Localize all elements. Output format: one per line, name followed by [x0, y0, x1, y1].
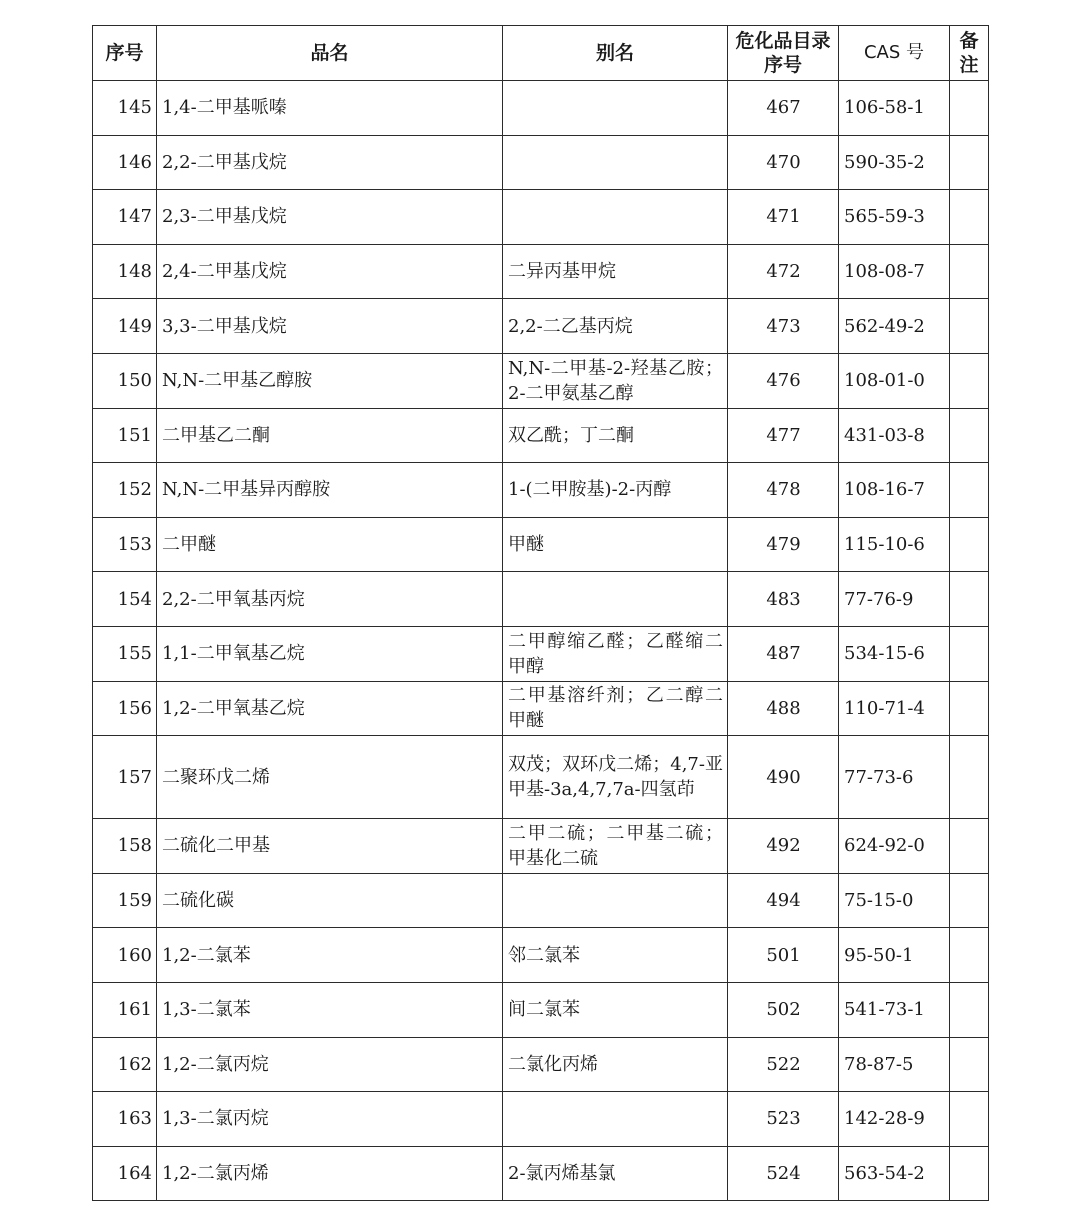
- seq-cell-text: 161: [117, 999, 152, 1021]
- cas-cell-text: 541-73-1: [844, 999, 925, 1021]
- alias-cell: [503, 928, 728, 983]
- remark-cell: [950, 408, 989, 463]
- seq-cell: [93, 982, 157, 1037]
- cas-cell: [839, 244, 950, 299]
- cas-cell-text: 115-10-6: [844, 534, 925, 556]
- catalog-no-cell-text: 524: [766, 1162, 801, 1184]
- alias-cell: [503, 1092, 728, 1147]
- cas-cell: [839, 1092, 950, 1147]
- cas-cell: [839, 819, 950, 874]
- seq-cell-text: 151: [117, 424, 152, 446]
- cas-cell-text: 108-16-7: [844, 479, 925, 501]
- catalog-no-cell: [728, 982, 839, 1037]
- remark-cell: [950, 1092, 989, 1147]
- seq-cell: [93, 819, 157, 874]
- remark-cell: [950, 681, 989, 736]
- table-row: [93, 572, 989, 627]
- name-cell-text: 1,2-二甲氧基乙烷: [162, 697, 305, 719]
- name-cell-text: 1,2-二氯丙烯: [162, 1162, 269, 1184]
- remark-cell: [950, 135, 989, 190]
- name-cell: [157, 736, 503, 819]
- seq-cell-text: 150: [117, 370, 152, 392]
- name-cell-text: 1,3-二氯丙烷: [162, 1108, 269, 1130]
- seq-cell: [93, 572, 157, 627]
- catalog-no-cell: [728, 572, 839, 627]
- name-cell: [157, 1146, 503, 1201]
- alias-cell: [503, 135, 728, 190]
- catalog-no-cell: [728, 626, 839, 681]
- cas-cell: [839, 572, 950, 627]
- alias-cell-text: 间二氯苯: [508, 999, 580, 1021]
- remark-cell: [950, 982, 989, 1037]
- seq-cell-text: 162: [117, 1053, 152, 1075]
- name-cell: [157, 982, 503, 1037]
- seq-cell-text: 159: [117, 890, 152, 912]
- header-seq: 序号: [93, 26, 157, 81]
- cas-cell-text: 110-71-4: [844, 697, 925, 719]
- alias-cell-text: 双茂；双环戊二烯；4,7-亚甲基-3a,4,7,7a-四氢茚: [508, 754, 723, 801]
- alias-cell-text: 邻二氯苯: [508, 944, 580, 966]
- catalog-no-cell-text: 467: [766, 97, 801, 119]
- catalog-no-cell: [728, 928, 839, 983]
- name-cell: [157, 353, 503, 408]
- table-row: [93, 190, 989, 245]
- cas-cell-text: 108-01-0: [844, 370, 925, 392]
- catalog-no-cell-text: 478: [766, 479, 801, 501]
- catalog-no-cell: [728, 681, 839, 736]
- remark-cell: [950, 1146, 989, 1201]
- table-row: [93, 517, 989, 572]
- name-cell: [157, 819, 503, 874]
- seq-cell: [93, 736, 157, 819]
- remark-cell: [950, 736, 989, 819]
- catalog-no-cell-text: 494: [766, 890, 801, 912]
- catalog-no-cell-text: 473: [766, 315, 801, 337]
- alias-cell-text: 2-氯丙烯基氯: [508, 1162, 616, 1184]
- name-cell: [157, 81, 503, 136]
- cas-cell: [839, 81, 950, 136]
- name-cell: [157, 463, 503, 518]
- catalog-no-cell: [728, 353, 839, 408]
- name-cell-text: N,N-二甲基乙醇胺: [162, 370, 313, 392]
- alias-cell: [503, 353, 728, 408]
- catalog-no-cell-text: 487: [766, 643, 801, 665]
- table-row: [93, 928, 989, 983]
- seq-cell: [93, 873, 157, 928]
- alias-cell: [503, 736, 728, 819]
- name-cell-text: 2,3-二甲基戊烷: [162, 206, 287, 228]
- alias-cell: [503, 1037, 728, 1092]
- table-row: [93, 982, 989, 1037]
- remark-cell: [950, 819, 989, 874]
- alias-cell: [503, 408, 728, 463]
- seq-cell: [93, 1092, 157, 1147]
- catalog-no-cell-text: 488: [766, 697, 801, 719]
- seq-cell: [93, 928, 157, 983]
- cas-cell: [839, 928, 950, 983]
- name-cell: [157, 299, 503, 354]
- name-cell-text: 1,1-二甲氧基乙烷: [162, 643, 305, 665]
- remark-cell: [950, 353, 989, 408]
- seq-cell-text: 149: [117, 315, 152, 337]
- seq-cell: [93, 299, 157, 354]
- name-cell-text: 1,3-二氯苯: [162, 999, 251, 1021]
- seq-cell: [93, 81, 157, 136]
- name-cell: [157, 1092, 503, 1147]
- cas-cell: [839, 190, 950, 245]
- name-cell: [157, 1037, 503, 1092]
- table-row: [93, 408, 989, 463]
- table-row: [93, 873, 989, 928]
- alias-cell: [503, 819, 728, 874]
- seq-cell-text: 158: [117, 835, 152, 857]
- cas-cell: [839, 873, 950, 928]
- alias-cell: [503, 517, 728, 572]
- header-remark: 备注: [950, 26, 989, 81]
- header-name: 品名: [157, 26, 503, 81]
- name-cell: [157, 626, 503, 681]
- seq-cell: [93, 408, 157, 463]
- name-cell: [157, 244, 503, 299]
- seq-cell-text: 154: [117, 588, 152, 610]
- name-cell-text: 2,2-二甲氧基丙烷: [162, 588, 305, 610]
- alias-cell: [503, 982, 728, 1037]
- name-cell: [157, 190, 503, 245]
- remark-cell: [950, 81, 989, 136]
- table-row: [93, 626, 989, 681]
- remark-cell: [950, 572, 989, 627]
- seq-cell: [93, 517, 157, 572]
- catalog-no-cell: [728, 736, 839, 819]
- alias-cell-text: 二甲醇缩乙醛；乙醛缩二甲醇: [508, 630, 723, 677]
- catalog-no-cell: [728, 135, 839, 190]
- catalog-no-cell-text: 523: [766, 1108, 801, 1130]
- remark-cell: [950, 517, 989, 572]
- cas-cell: [839, 626, 950, 681]
- seq-cell-text: 155: [117, 643, 152, 665]
- alias-cell: [503, 572, 728, 627]
- remark-cell: [950, 299, 989, 354]
- seq-cell: [93, 1037, 157, 1092]
- cas-cell-text: 142-28-9: [844, 1108, 925, 1130]
- name-cell-text: 二硫化碳: [162, 890, 234, 912]
- remark-cell: [950, 873, 989, 928]
- header-alias: 别名: [503, 26, 728, 81]
- table-header: [93, 26, 989, 81]
- catalog-no-cell-text: 483: [766, 588, 801, 610]
- catalog-no-cell-text: 490: [766, 766, 801, 788]
- table-row: [93, 819, 989, 874]
- name-cell-text: N,N-二甲基异丙醇胺: [162, 479, 331, 501]
- cas-cell-text: 106-58-1: [844, 97, 925, 119]
- name-cell-text: 1,2-二氯丙烷: [162, 1053, 269, 1075]
- alias-cell: [503, 190, 728, 245]
- catalog-no-cell: [728, 1092, 839, 1147]
- remark-cell: [950, 244, 989, 299]
- name-cell-text: 1,4-二甲基哌嗪: [162, 97, 287, 119]
- table-row: [93, 736, 989, 819]
- catalog-no-cell-text: 479: [766, 534, 801, 556]
- catalog-no-cell: [728, 408, 839, 463]
- seq-cell: [93, 681, 157, 736]
- catalog-no-cell-text: 476: [766, 370, 801, 392]
- catalog-no-cell: [728, 190, 839, 245]
- catalog-no-cell: [728, 463, 839, 518]
- catalog-no-cell-text: 501: [766, 944, 801, 966]
- table-row: [93, 353, 989, 408]
- alias-cell-text: 甲醚: [508, 534, 544, 556]
- cas-cell: [839, 463, 950, 518]
- catalog-no-cell: [728, 873, 839, 928]
- seq-cell-text: 146: [117, 151, 152, 173]
- catalog-no-cell: [728, 81, 839, 136]
- name-cell-text: 二甲基乙二酮: [162, 424, 270, 446]
- remark-cell: [950, 1037, 989, 1092]
- cas-cell-text: 78-87-5: [844, 1053, 914, 1075]
- seq-cell-text: 148: [117, 261, 152, 283]
- cas-cell-text: 77-76-9: [844, 588, 914, 610]
- cas-cell-text: 565-59-3: [844, 206, 925, 228]
- alias-cell: [503, 873, 728, 928]
- seq-cell-text: 164: [117, 1162, 152, 1184]
- catalog-no-cell-text: 470: [766, 151, 801, 173]
- name-cell-text: 二聚环戊二烯: [162, 766, 270, 788]
- alias-cell-text: 二甲基溶纤剂；乙二醇二甲醚: [508, 685, 723, 732]
- alias-cell: [503, 626, 728, 681]
- alias-cell: [503, 299, 728, 354]
- table-row: [93, 681, 989, 736]
- alias-cell-text: 1-(二甲胺基)-2-丙醇: [508, 479, 672, 501]
- alias-cell: [503, 1146, 728, 1201]
- catalog-no-cell: [728, 1146, 839, 1201]
- seq-cell: [93, 626, 157, 681]
- remark-cell: [950, 928, 989, 983]
- cas-cell: [839, 353, 950, 408]
- name-cell: [157, 408, 503, 463]
- name-cell-text: 3,3-二甲基戊烷: [162, 315, 287, 337]
- catalog-no-cell: [728, 244, 839, 299]
- table-row: [93, 299, 989, 354]
- seq-cell-text: 157: [117, 766, 152, 788]
- cas-cell: [839, 135, 950, 190]
- catalog-no-cell: [728, 517, 839, 572]
- alias-cell-text: 二异丙基甲烷: [508, 261, 616, 283]
- name-cell: [157, 572, 503, 627]
- seq-cell: [93, 135, 157, 190]
- cas-cell-text: 431-03-8: [844, 424, 925, 446]
- seq-cell: [93, 353, 157, 408]
- table-row: [93, 1092, 989, 1147]
- catalog-no-cell-text: 471: [766, 206, 801, 228]
- catalog-no-cell-text: 477: [766, 424, 801, 446]
- seq-cell: [93, 244, 157, 299]
- catalog-no-cell: [728, 819, 839, 874]
- table-row: [93, 1146, 989, 1201]
- cas-cell-text: 108-08-7: [844, 261, 925, 283]
- cas-cell-text: 77-73-6: [844, 766, 914, 788]
- header-row: [93, 26, 989, 81]
- name-cell-text: 2,4-二甲基戊烷: [162, 261, 287, 283]
- cas-cell: [839, 681, 950, 736]
- alias-cell-text: 二氯化丙烯: [508, 1053, 598, 1075]
- name-cell: [157, 873, 503, 928]
- remark-cell: [950, 190, 989, 245]
- catalog-no-cell-text: 502: [766, 999, 801, 1021]
- catalog-no-cell-text: 522: [766, 1053, 801, 1075]
- alias-cell: [503, 681, 728, 736]
- header-cas: CAS 号: [839, 26, 950, 81]
- catalog-no-cell-text: 472: [766, 261, 801, 283]
- cas-cell-text: 534-15-6: [844, 643, 925, 665]
- catalog-no-cell-text: 492: [766, 835, 801, 857]
- cas-cell: [839, 736, 950, 819]
- cas-cell: [839, 1146, 950, 1201]
- seq-cell-text: 147: [117, 206, 152, 228]
- remark-cell: [950, 626, 989, 681]
- seq-cell-text: 153: [117, 534, 152, 556]
- cas-cell: [839, 408, 950, 463]
- cas-cell: [839, 299, 950, 354]
- alias-cell-text: N,N-二甲基-2-羟基乙胺；2-二甲氨基乙醇: [508, 357, 723, 404]
- table-body: [93, 81, 989, 1201]
- name-cell: [157, 517, 503, 572]
- cas-cell-text: 563-54-2: [844, 1162, 925, 1184]
- name-cell-text: 二硫化二甲基: [162, 835, 270, 857]
- seq-cell: [93, 190, 157, 245]
- table-row: [93, 463, 989, 518]
- cas-cell: [839, 517, 950, 572]
- alias-cell-text: 双乙酰；丁二酮: [508, 424, 634, 446]
- cas-cell-text: 95-50-1: [844, 944, 914, 966]
- table-row: [93, 135, 989, 190]
- cas-cell-text: 590-35-2: [844, 151, 925, 173]
- catalog-no-cell: [728, 1037, 839, 1092]
- cas-cell-text: 75-15-0: [844, 890, 914, 912]
- seq-cell: [93, 463, 157, 518]
- table-row: [93, 81, 989, 136]
- alias-cell-text: 2,2-二乙基丙烷: [508, 315, 633, 337]
- catalog-no-cell: [728, 299, 839, 354]
- header-catalog-no: 危化品目录序号: [728, 26, 839, 81]
- name-cell: [157, 928, 503, 983]
- name-cell: [157, 135, 503, 190]
- name-cell-text: 2,2-二甲基戊烷: [162, 151, 287, 173]
- name-cell-text: 二甲醚: [162, 534, 216, 556]
- table-row: [93, 1037, 989, 1092]
- name-cell: [157, 681, 503, 736]
- cas-cell: [839, 982, 950, 1037]
- name-cell-text: 1,2-二氯苯: [162, 944, 251, 966]
- cas-cell-text: 562-49-2: [844, 315, 925, 337]
- hazardous-chemicals-table: [92, 25, 989, 1201]
- alias-cell: [503, 81, 728, 136]
- alias-cell: [503, 463, 728, 518]
- seq-cell-text: 145: [117, 97, 152, 119]
- cas-cell: [839, 1037, 950, 1092]
- cas-cell-text: 624-92-0: [844, 835, 925, 857]
- seq-cell-text: 156: [117, 697, 152, 719]
- alias-cell-text: 二甲二硫；二甲基二硫；甲基化二硫: [508, 822, 723, 869]
- seq-cell-text: 152: [117, 479, 152, 501]
- table-row: [93, 244, 989, 299]
- alias-cell: [503, 244, 728, 299]
- seq-cell-text: 160: [117, 944, 152, 966]
- seq-cell: [93, 1146, 157, 1201]
- seq-cell-text: 163: [117, 1108, 152, 1130]
- remark-cell: [950, 463, 989, 518]
